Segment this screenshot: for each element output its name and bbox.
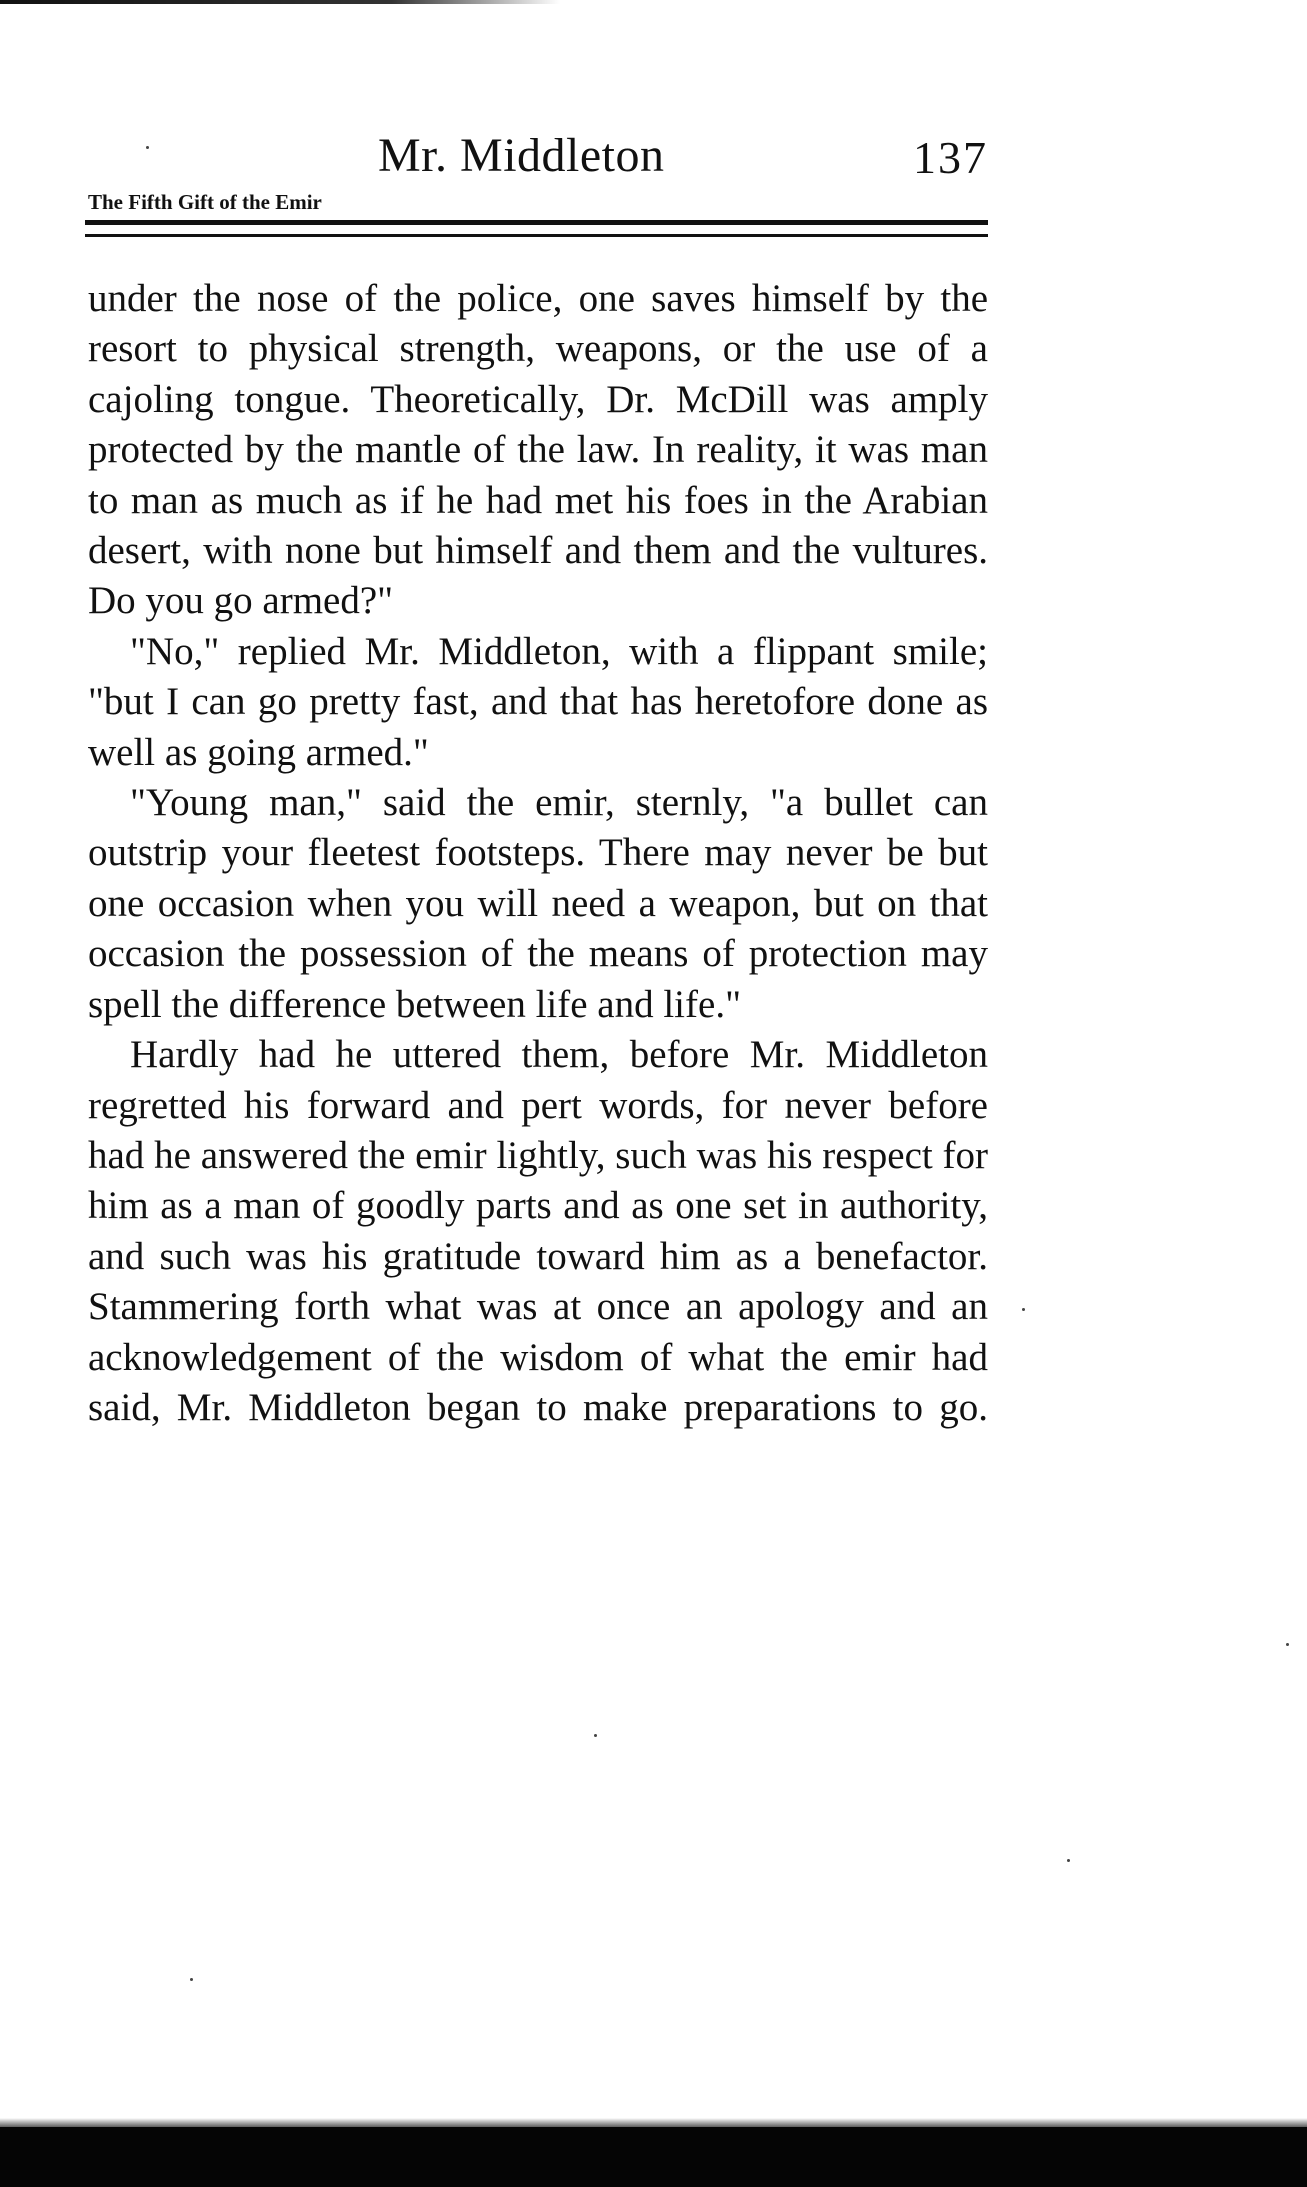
scan-speck xyxy=(146,146,149,149)
scan-speck xyxy=(1022,1308,1025,1311)
section-title: The Fifth Gift of the Emir xyxy=(88,190,322,214)
scan-top-edge xyxy=(0,0,560,4)
scan-bottom-edge xyxy=(0,2127,1307,2187)
paragraph-2: "No," replied Mr. Middleton, with a flippant smile; "but I can go pretty fast, and that has heretofore done as well as going armed." xyxy=(88,629,988,774)
scan-speck xyxy=(1067,1859,1070,1862)
header-rule-thin xyxy=(85,234,988,237)
paragraph-1: under the nose of the police, one saves himself by the resort to physical strength, weapons, or the use of a cajoling tongue. Theoretically, Dr. McDill was amply protected by the mantle of the law. In reality, it was man to man as much as if he had met his foes in the Arabian desert, with none but himself and them and the vultures. Do you go armed?" xyxy=(88,277,988,623)
running-title: Mr. Middleton xyxy=(378,129,665,182)
scan-speck xyxy=(1286,1643,1289,1646)
page-number: 137 xyxy=(913,132,988,183)
paragraph-4: Hardly had he uttered them, before Mr. Middleton regretted his forward and pert words, for never before had he answered the emir lightly, such was his respect for him as a man of goodly parts and as one set in authority, and such was his gratitude toward him as a benefactor. Stammering forth what was at once an apology and an acknowledgement of the wisdom of what the emir had said, Mr. Middleton began to make preparations to go. xyxy=(88,1033,988,1429)
header-rule-thick xyxy=(85,220,988,225)
running-head xyxy=(88,128,988,228)
body-text xyxy=(88,274,988,1433)
scan-speck xyxy=(594,1734,597,1737)
scan-speck xyxy=(190,1978,193,1981)
paragraph-3: "Young man," said the emir, sternly, "a bullet can outstrip your fleetest footsteps. There may never be but one occasion when you will need a weapon, but on that occasion the possession of the means of protection may spell the difference between life and life." xyxy=(88,781,988,1026)
